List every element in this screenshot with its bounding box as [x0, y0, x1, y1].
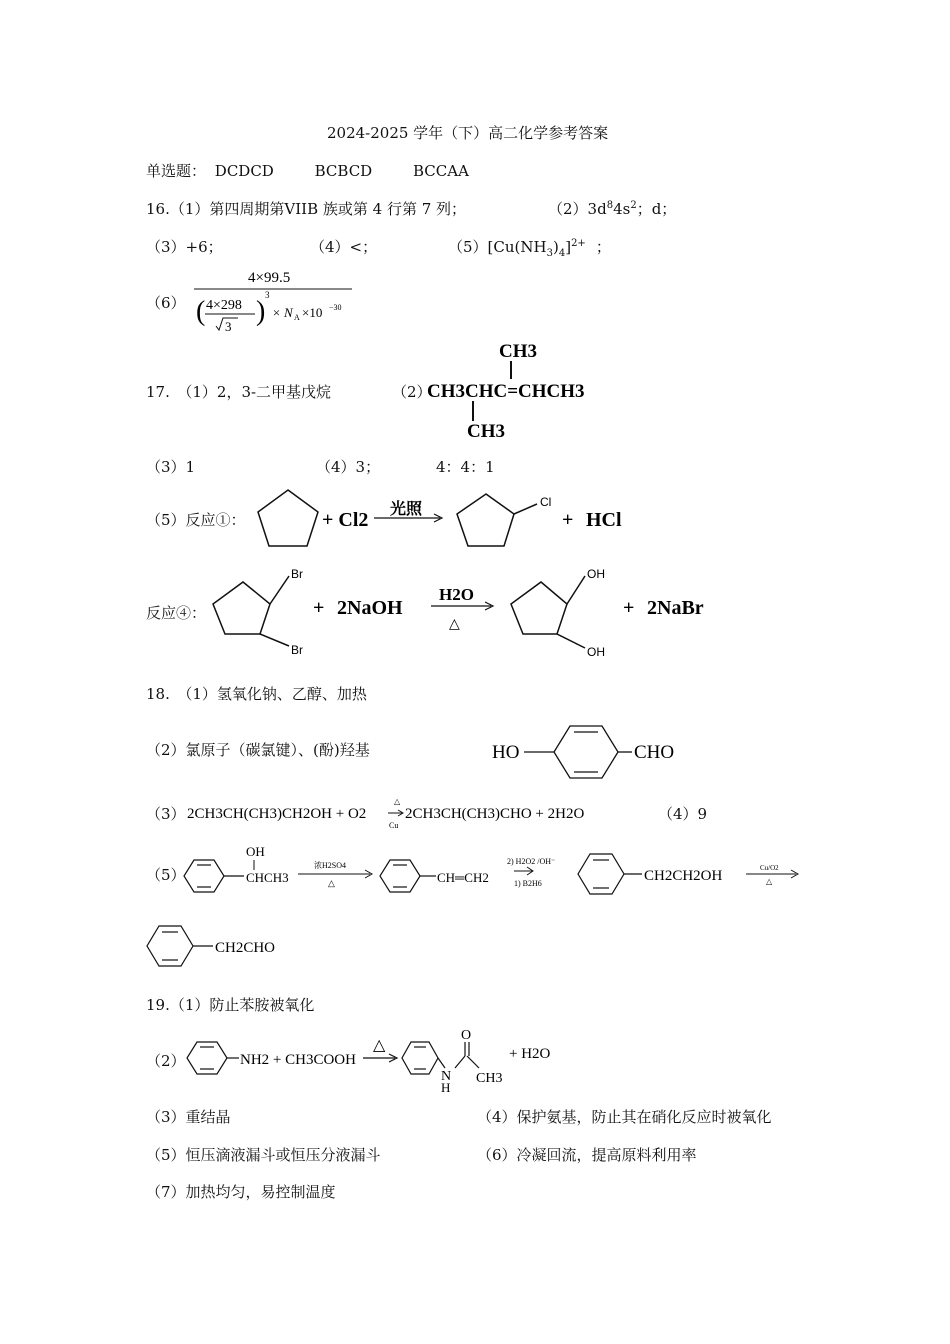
- amide-h: H: [441, 1080, 451, 1095]
- product-hcl: HCl: [586, 509, 622, 531]
- q16-a5-sup: 2+: [571, 238, 586, 249]
- condition-heat: △: [449, 617, 460, 632]
- cyclopentane-ring-2: [457, 494, 514, 546]
- q16-density-formula: [190, 262, 370, 342]
- formula-lparen: (: [196, 296, 206, 327]
- formula-rparen: ): [256, 296, 266, 327]
- q17-r4-label: 反应④：: [146, 604, 207, 622]
- q17-a5-label: （5）反应①：: [146, 511, 246, 529]
- s1-cond-top: 浓H2SO4: [314, 861, 347, 870]
- synthesis-product: [145, 922, 305, 972]
- formula-inner-den: 3: [225, 319, 232, 334]
- q16-a1: 16.（1）第四周期第VIIB 族或第 4 行第 7 列；: [146, 200, 467, 218]
- condition-light: 光照: [390, 501, 423, 518]
- q18-a3-label: （3）: [146, 805, 186, 823]
- q17-a2-label: （2）: [392, 383, 432, 401]
- s1-cond-bot: △: [328, 878, 335, 888]
- q16-a2: [548, 200, 676, 218]
- s3-cond-top: Cu/O2: [760, 864, 779, 872]
- plus-sign-3: +: [623, 597, 635, 619]
- q16-a5: [448, 238, 611, 260]
- condition-water: H2O: [439, 585, 474, 604]
- q18-a4: （4）9: [658, 805, 708, 823]
- aniline-plus-acid: NH2 + CH3COOH: [240, 1052, 356, 1068]
- q16-a5-mid2: ]: [565, 238, 572, 256]
- s1-chain: CHCH3: [246, 870, 289, 885]
- acetyl-ch3: CH3: [476, 1071, 503, 1086]
- struct-main-chain: CH3CHC=CHCH3: [427, 381, 585, 402]
- q16-a5-pre: （5）[Cu(NH: [448, 238, 547, 256]
- water-product: + H2O: [509, 1046, 551, 1062]
- q17-a1: 17. （1）2，3-二甲基戊烷: [146, 383, 332, 401]
- reagent-naoh: 2NaOH: [337, 597, 403, 619]
- q16-a5-post: ；: [595, 238, 611, 256]
- s2-chain: CH═CH2: [437, 870, 489, 885]
- hydroxy-label-1: OH: [587, 567, 605, 581]
- q16-a5-mid: ): [552, 238, 559, 256]
- q17-structure: [425, 335, 615, 445]
- page-title: 2024-2025 学年（下）高二化学参考答案: [327, 124, 609, 142]
- q19-a3: （3）重结晶: [146, 1108, 231, 1126]
- synthesis-route: [180, 838, 810, 898]
- benzene-ring: [554, 726, 618, 778]
- struct-bottom-methyl: CH3: [467, 421, 505, 442]
- ho-label: HO: [492, 742, 520, 763]
- q16-a4: （4）<；: [310, 238, 378, 256]
- s2-cond-bot: 1) B2H6: [514, 879, 542, 888]
- mcq-group-3: BCCAA: [413, 162, 469, 180]
- q19-cond: △: [373, 1037, 386, 1054]
- formula-na-sub: A: [294, 313, 300, 322]
- formula-power: 3: [265, 290, 270, 300]
- cyclopentane-ring-3: [213, 582, 270, 634]
- q16-a2-mid: 4s: [613, 200, 631, 218]
- q16-a2-pre: （2）3d: [548, 200, 607, 218]
- mcq-line: [146, 162, 469, 180]
- eq-left: 2CH3CH(CH3)CH2OH + O2: [187, 806, 367, 822]
- q19-a1: 19.（1）防止苯胺被氧化: [146, 996, 315, 1014]
- q19-a7: （7）加热均匀，易控制温度: [146, 1183, 336, 1201]
- mcq-group-1: DCDCD: [214, 162, 274, 180]
- plus-sign-2: +: [313, 597, 325, 619]
- q17-a4: （4）3；: [316, 458, 381, 476]
- bromo-label-2: Br: [291, 643, 303, 657]
- q19-a5: （5）恒压滴液漏斗或恒压分液漏斗: [146, 1146, 381, 1164]
- q18-a5-label: （5）: [146, 866, 186, 884]
- mcq-label: 单选题：: [146, 162, 207, 180]
- s2-cond-top: 2) H2O2 /OH⁻: [507, 857, 556, 866]
- cyclopentane-ring-4: [511, 582, 567, 634]
- q16-a2-post: ；d；: [636, 200, 677, 218]
- eq-cond-bot: Cu: [389, 821, 399, 830]
- struct-top-methyl: CH3: [499, 341, 537, 362]
- formula-ten: ×10: [302, 305, 323, 320]
- product-nabr: 2NaBr: [647, 597, 704, 619]
- q16-a5-sub2: 4: [558, 248, 566, 259]
- q19-a4: （4）保护氨基，防止其在硝化反应时被氧化: [477, 1108, 772, 1126]
- chloro-label: Cl: [540, 495, 552, 509]
- formula-inner-num: 4×298: [206, 298, 242, 313]
- bromo-label-1: Br: [291, 567, 303, 581]
- cyclopentane-ring-1: [258, 490, 318, 546]
- q16-a2-sup2: 2: [630, 200, 637, 211]
- acetanilide-reaction: [183, 1024, 563, 1096]
- amide-n: N: [441, 1069, 452, 1084]
- eq-cond-top: △: [394, 797, 401, 806]
- plus-sign: +: [562, 509, 574, 531]
- q18-equation: [185, 792, 615, 832]
- carbonyl-o: O: [461, 1028, 472, 1043]
- reagent-cl2: + Cl2: [322, 509, 369, 531]
- hydroxy-label-2: OH: [587, 645, 605, 659]
- hydroxybenzaldehyde: [490, 720, 690, 780]
- q16-a5-sub: 3: [546, 248, 553, 259]
- formula-exp: −30: [329, 303, 342, 312]
- formula-na: × N: [272, 305, 293, 320]
- reaction-4: [205, 562, 725, 662]
- cho-label: CHO: [634, 742, 675, 763]
- eq-right: 2CH3CH(CH3)CHO + 2H2O: [405, 806, 585, 822]
- s4-chain: CH2CHO: [215, 940, 276, 956]
- s3-cond-bot: △: [766, 877, 773, 886]
- q19-a2-label: （2）: [146, 1052, 186, 1070]
- q18-a1: 18. （1）氢氧化钠、乙醇、加热: [146, 685, 367, 703]
- formula-numerator: 4×99.5: [248, 270, 291, 286]
- reaction-1: [250, 482, 640, 554]
- q18-a2: （2）氯原子（碳氯键）、(酚)羟基: [146, 741, 370, 759]
- q16-a6-label: （6）: [146, 294, 186, 312]
- q16-a3: （3）+6；: [146, 238, 223, 256]
- q19-a6: （6）冷凝回流，提高原料利用率: [477, 1146, 697, 1164]
- q17-a3: （3）1: [146, 458, 196, 476]
- q17-a4b: 4：4：1: [436, 458, 495, 476]
- mcq-group-2: BCBCD: [314, 162, 373, 180]
- q16-a2-sup1: 8: [606, 200, 614, 211]
- s3-chain: CH2CH2OH: [644, 868, 723, 884]
- s1-oh: OH: [246, 844, 265, 859]
